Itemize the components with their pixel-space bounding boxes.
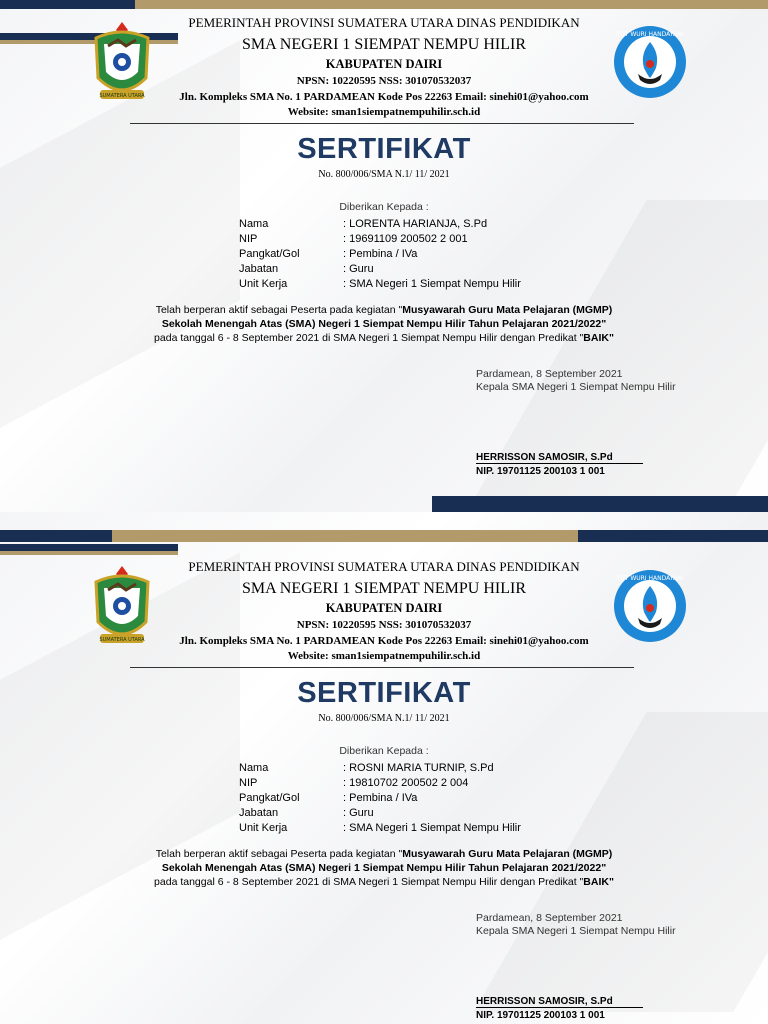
header-address: Jln. Kompleks SMA No. 1 PARDAMEAN Kode Pos 22263 Email: sinehi01@yahoo.com [179, 635, 589, 647]
recipient-name: : LORENTA HARIANJA, S.Pd [343, 218, 488, 230]
recipient-position: : Guru [343, 263, 374, 275]
header-school-name: SMA NEGERI 1 SIEMPAT NEMPU HILIR [241, 36, 527, 53]
recipient-rank: : Pembina / IVa [343, 792, 418, 804]
statement-paragraph: Telah berperan aktif sebagai Peserta pada kegiatan "Musyawarah Guru Mata Pelajaran (MGMP) Sekolah Menengah Atas (SMA) Negeri 1 Siempat Nempu Hilir Tahun Pelajaran 2021/2022" pada tanggal 6 - 8 September 2021 di SMA Negeri 1 Siempat Nempu Hilir dengan Predikat "BAIK" [154, 848, 614, 888]
header-regency: KABUPATEN DAIRI [325, 57, 443, 71]
recipient-unit: : SMA Negeri 1 Siempat Nempu Hilir [343, 278, 521, 290]
header-regency: KABUPATEN DAIRI [325, 601, 443, 615]
certificate-number: No. 800/006/SMA N.1/ 11/ 2021 [318, 169, 450, 180]
place-date: Pardamean, 8 September 2021 [476, 368, 623, 380]
header-website: Website: sman1siempatnempuhilir.sch.id [287, 650, 481, 662]
recipient-name: : ROSNI MARIA TURNIP, S.Pd [343, 762, 494, 774]
signer-role: Kepala SMA Negeri 1 Siempat Nempu Hilir [476, 925, 676, 937]
top-gold-bar [135, 0, 768, 9]
certificate-number: No. 800/006/SMA N.1/ 11/ 2021 [318, 713, 450, 724]
certificate-2: SUMATERA UTARA TUT WURI HANDAYANI PEMERINTAH PROVINSI SUMATERA UTARA DINAS PENDIDIKAN SMA NEGERI 1 SIEMPAT NEMPU HILIR KABUPATEN DAIRI NPSN: 10220595 NSS: 301070532037 Jln. Kompleks SMA No. 1 PARDAMEAN Kode Pos 22263 Email: sinehi01@yahoo.com Website: sman1siempatnempuhilir.sch.id SERTIFIKAT No. 800/006/SMA N.1/ 11/ 2021 Diberikan Kepada : Nama : ROSNI MARIA TURNIP, S.Pd NIP : 19810702 200502 2 004 Pangkat/Gol : Pembina / IVa Jabatan : Guru Unit Kerja : SMA Negeri 1 Siempat Nempu Hilir Telah berperan aktif sebagai Peserta pada kegiatan "Musyawarah Guru Mata Pelajaran (MGMP) Sekolah Menengah Atas (SMA) Negeri 1 Siempat Nempu Hilir Tahun Pelajaran 2021/2022" pada tanggal 6 - 8 September 2021 di SMA Negeri 1 Siempat Nempu Hilir dengan Predikat "BAIK" Pardamean, 8 September 2021 Kepala SMA Negeri 1 Siempat Nempu Hilir HERRISSON SAMOSIR, S.Pd NIP. 19701125 200103 1 001 [0, 512, 768, 1024]
province-logo-text: SUMATERA UTARA [99, 637, 145, 643]
recipient-nip: : 19691109 200502 2 001 [343, 233, 468, 245]
header-divider [130, 667, 634, 668]
tut-wuri-logo-text: TUT WURI HANDAYANI [616, 575, 684, 582]
header-divider [130, 123, 634, 124]
recipient-unit: : SMA Negeri 1 Siempat Nempu Hilir [343, 822, 521, 834]
certificate-title: SERTIFIKAT [297, 133, 471, 165]
header-npsn: NPSN: 10220595 NSS: 301070532037 [296, 619, 472, 631]
recipient-rank: : Pembina / IVa [343, 248, 418, 260]
header-npsn: NPSN: 10220595 NSS: 301070532037 [296, 75, 472, 87]
signer-name: HERRISSON SAMOSIR, S.Pd [476, 452, 643, 464]
header-address: Jln. Kompleks SMA No. 1 PARDAMEAN Kode Pos 22263 Email: sinehi01@yahoo.com [179, 91, 589, 103]
certificate-1: SUMATERA UTARA TUT WURI HANDAYANI PEMERINTAH PROVINSI SUMATERA UTARA DINAS PENDIDIKAN SMA NEGERI 1 SIEMPAT NEMPU HILIR KABUPATEN DAIRI NPSN: 10220595 NSS: 301070532037 Jln. Kompleks SMA No. 1 PARDAMEAN Kode Pos 22263 Email: sinehi01@yahoo.com Website: sman1siempatnempuhilir.sch.id SERTIFIKAT No. 800/006/SMA N.1/ 11/ 2021 Diberikan Kepada : Nama : LORENTA HARIANJA, S.Pd NIP : 19691109 200502 2 001 Pangkat/Gol : Pembina / IVa Jabatan : Guru Unit Kerja : SMA Negeri 1 Siempat Nempu Hilir Telah berperan aktif sebagai Peserta pada kegiatan "Musyawarah Guru Mata Pelajaran (MGMP) Sekolah Menengah Atas (SMA) Negeri 1 Siempat Nempu Hilir Tahun Pelajaran 2021/2022" pada tanggal 6 - 8 September 2021 di SMA Negeri 1 Siempat Nempu Hilir dengan Predikat "BAIK" Pardamean, 8 September 2021 Kepala SMA Negeri 1 Siempat Nempu Hilir HERRISSON SAMOSIR, S.Pd NIP. 19701125 200103 1 001 [0, 0, 768, 512]
signer-role: Kepala SMA Negeri 1 Siempat Nempu Hilir [476, 381, 676, 393]
left-navy-bar [0, 544, 178, 551]
province-logo-text: SUMATERA UTARA [99, 93, 145, 99]
place-date: Pardamean, 8 September 2021 [476, 912, 623, 924]
top-navy-bar [0, 0, 135, 9]
recipient-nip: : 19810702 200502 2 004 [343, 777, 469, 789]
given-to-label: Diberikan Kepada : [339, 745, 429, 757]
header-government: PEMERINTAH PROVINSI SUMATERA UTARA DINAS PENDIDIKAN [188, 15, 580, 30]
signer-nip: NIP. 19701125 200103 1 001 [476, 1010, 605, 1021]
header-school-name: SMA NEGERI 1 SIEMPAT NEMPU HILIR [241, 580, 527, 597]
bottom-navy-bar [432, 496, 768, 512]
signer-name: HERRISSON SAMOSIR, S.Pd [476, 996, 643, 1008]
header-website: Website: sman1siempatnempuhilir.sch.id [287, 106, 481, 118]
certificate-title: SERTIFIKAT [297, 677, 471, 709]
signer-nip: NIP. 19701125 200103 1 001 [476, 466, 605, 477]
top-right-navy-bar [578, 530, 768, 542]
left-gold-bar [0, 551, 178, 555]
header-government: PEMERINTAH PROVINSI SUMATERA UTARA DINAS PENDIDIKAN [188, 559, 580, 574]
tut-wuri-logo-text: TUT WURI HANDAYANI [616, 31, 684, 38]
top-gold-bar [112, 530, 580, 542]
recipient-position: : Guru [343, 807, 374, 819]
top-navy-bar [0, 530, 112, 542]
statement-paragraph: Telah berperan aktif sebagai Peserta pada kegiatan "Musyawarah Guru Mata Pelajaran (MGMP) Sekolah Menengah Atas (SMA) Negeri 1 Siempat Nempu Hilir Tahun Pelajaran 2021/2022" pada tanggal 6 - 8 September 2021 di SMA Negeri 1 Siempat Nempu Hilir dengan Predikat "BAIK" [154, 304, 614, 344]
given-to-label: Diberikan Kepada : [339, 201, 429, 213]
